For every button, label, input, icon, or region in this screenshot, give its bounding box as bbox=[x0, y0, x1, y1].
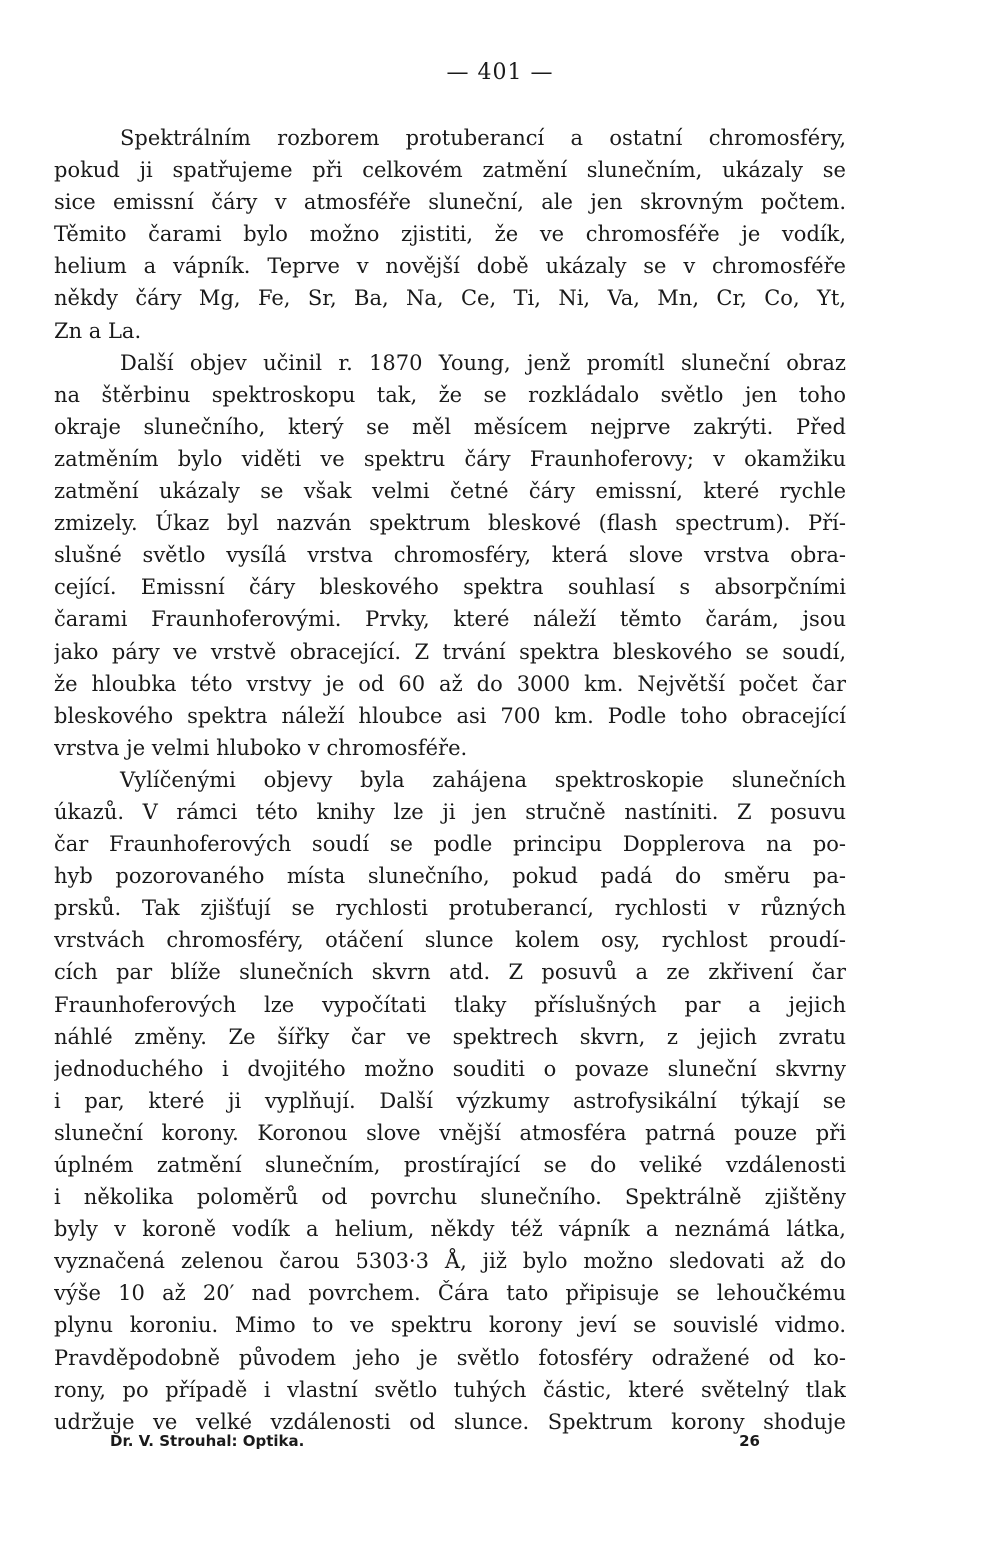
text-line: jednoduchého i dvojitého možno souditi o povaze sluneční skvrny bbox=[54, 1056, 846, 1081]
text-line: udržuje ve velké vzdálenosti od slunce. Spektrum korony shoduje bbox=[54, 1409, 846, 1434]
text-line: Těmito čarami bylo možno zjistiti, že ve chromosféře je vodík, bbox=[54, 222, 846, 247]
text-line: zatměním bylo viděti ve spektru čáry Fraunhoferovy; v okamžiku bbox=[54, 446, 846, 471]
text-line: hyb pozorovaného místa slunečního, pokud padá do směru pa- bbox=[54, 864, 846, 889]
body-text bbox=[54, 122, 846, 1438]
text-line: byly v koroně vodík a helium, někdy též vápník a neznámá látka, bbox=[54, 1217, 846, 1242]
text-line: i několika poloměrů od povrchu slunečního. Spektrálně zjištěny bbox=[54, 1185, 846, 1210]
text-line: vrstva je velmi hluboko v chromosféře. bbox=[54, 735, 468, 760]
text-line: prsků. Tak zjišťují se rychlosti protuberancí, rychlosti v různých bbox=[54, 896, 846, 921]
text-line: okraje slunečního, který se měl měsícem nejprve zakrýti. Před bbox=[54, 414, 846, 439]
text-line: bleskového spektra náleží hloubce asi 700 km. Podle toho obracející bbox=[54, 703, 846, 728]
text-line: helium a vápník. Teprve v novější době ukázaly se v chromosféře bbox=[54, 254, 846, 279]
text-line: náhlé změny. Ze šířky čar ve spektrech skvrn, z jejich zvratu bbox=[54, 1024, 846, 1049]
text-line: Pravděpodobně původem jeho je světlo fotosféry odražené od ko- bbox=[54, 1345, 846, 1370]
text-line: vyznačená zelenou čarou 5303·3 Å, již bylo možno sledovati až do bbox=[54, 1249, 846, 1274]
text-line: zmizely. Úkaz byl nazván spektrum bleskové (flash spectrum). Pří- bbox=[54, 511, 846, 536]
text-line: jako páry ve vrstvě obracející. Z trvání spektra bleskového se soudí, bbox=[54, 639, 846, 664]
page-number: — 401 — bbox=[446, 60, 554, 85]
text-line: cející. Emissní čáry bleskového spektra souhlasí s absorpčními bbox=[54, 575, 846, 600]
text-line: někdy čáry Mg, Fe, Sr, Ba, Na, Ce, Ti, Ni, Va, Mn, Cr, Co, Yt, bbox=[54, 286, 846, 311]
text-line: Zn a La. bbox=[54, 318, 142, 343]
text-line: vrstvách chromosféry, otáčení slunce kolem osy, rychlost proudí- bbox=[54, 928, 846, 953]
text-line: Další objev učinil r. 1870 Young, jenž promítl sluneční obraz bbox=[120, 350, 846, 375]
text-line: že hloubka této vrstvy je od 60 až do 3000 km. Největší počet čar bbox=[54, 671, 846, 696]
text-line: cích par blíže slunečních skvrn atd. Z posuvů a ze zkřivení čar bbox=[54, 960, 846, 985]
text-line: úkazů. V rámci této knihy lze ji jen stručně nastíniti. Z posuvu bbox=[54, 799, 846, 824]
text-line: slušné světlo vysílá vrstva chromosféry, která slove vrstva obra- bbox=[54, 543, 846, 568]
text-line: čar Fraunhoferových soudí se podle principu Dopplerova na po- bbox=[54, 832, 846, 857]
text-line: zatmění ukázaly se však velmi četné čáry emissní, které rychle bbox=[54, 479, 846, 504]
text-line: plynu koroniu. Mimo to ve spektru korony jeví se souvislé vidmo. bbox=[54, 1313, 846, 1338]
footer-signature-number: 26 bbox=[739, 1432, 760, 1450]
text-line: Fraunhoferových lze vypočítati tlaky příslušných par a jejich bbox=[54, 992, 846, 1017]
text-line: pokud ji spatřujeme při celkovém zatmění slunečním, ukázaly se bbox=[54, 158, 846, 183]
text-line: i par, které ji vyplňují. Další výzkumy astrofysikální týkají se bbox=[54, 1088, 846, 1113]
text-line: rony, po případě i vlastní světlo tuhých částic, které světelný tlak bbox=[54, 1377, 846, 1402]
text-line: čarami Fraunhoferovými. Prvky, které náleží těmto čarám, jsou bbox=[54, 607, 846, 632]
text-line: na štěrbinu spektroskopu tak, že se rozkládalo světlo jen toho bbox=[54, 382, 846, 407]
text-line: Vylíčenými objevy byla zahájena spektroskopie slunečních bbox=[120, 767, 846, 792]
text-line: úplném zatmění slunečním, prostírající se do veliké vzdálenosti bbox=[54, 1153, 846, 1177]
text-line: Spektrálním rozborem protuberancí a ostatní chromosféry, bbox=[120, 126, 846, 150]
footer-author-title: Dr. V. Strouhal: Optika. bbox=[110, 1432, 305, 1450]
text-line: sluneční korony. Koronou slove vnější atmosféra patrná pouze při bbox=[54, 1120, 846, 1145]
text-line: sice emissní čáry v atmosféře sluneční, ale jen skrovným počtem. bbox=[54, 190, 846, 215]
text-line: výše 10 až 20′ nad povrchem. Čára tato připisuje se lehoučkému bbox=[54, 1281, 846, 1306]
